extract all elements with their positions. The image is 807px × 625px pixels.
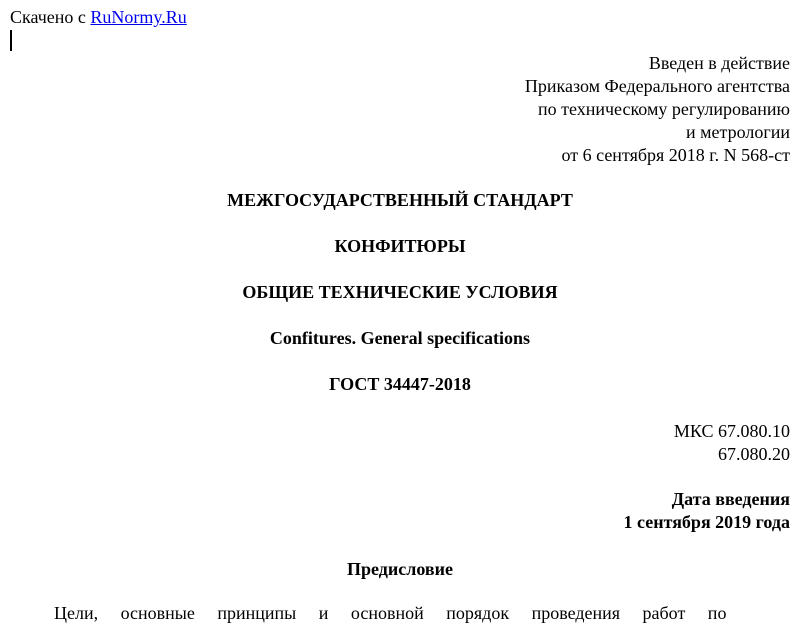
document-title-english: Confitures. General specifications (269, 328, 531, 348)
text-cursor (10, 30, 12, 51)
standard-type-heading: МЕЖГОСУДАРСТВЕННЫЙ СТАНДАРТ (227, 190, 573, 210)
introduction-date-value: 1 сентября 2019 года (623, 512, 790, 532)
introduction-order-block (525, 52, 790, 167)
mks-codes (674, 420, 790, 466)
document-subtitle: ОБЩИЕ ТЕХНИЧЕСКИЕ УСЛОВИЯ (242, 282, 558, 302)
preface-paragraph: Цели, основные принципы и основной порядок проведения работ по (54, 603, 727, 623)
intro-line: по техническому регулированию (537, 99, 790, 119)
intro-line: и метрологии (686, 122, 790, 142)
intro-line: Приказом Федерального агентства (524, 76, 790, 96)
preface-heading: Предисловие (347, 559, 453, 579)
mks-code: 67.080.20 (718, 444, 790, 464)
source-line (10, 6, 187, 28)
document-title: КОНФИТЮРЫ (334, 236, 466, 256)
intro-line: от 6 сентября 2018 г. N 568-ст (561, 145, 790, 165)
gost-number: ГОСТ 34447-2018 (329, 374, 471, 394)
intro-line: Введен в действие (648, 53, 790, 73)
mks-code: МКС 67.080.10 (673, 421, 790, 441)
source-prefix: Скачено с (10, 7, 91, 27)
runormy-link[interactable]: RuNormy.Ru (90, 7, 187, 27)
introduction-date-block (624, 488, 790, 534)
introduction-date-label: Дата введения (671, 489, 790, 509)
